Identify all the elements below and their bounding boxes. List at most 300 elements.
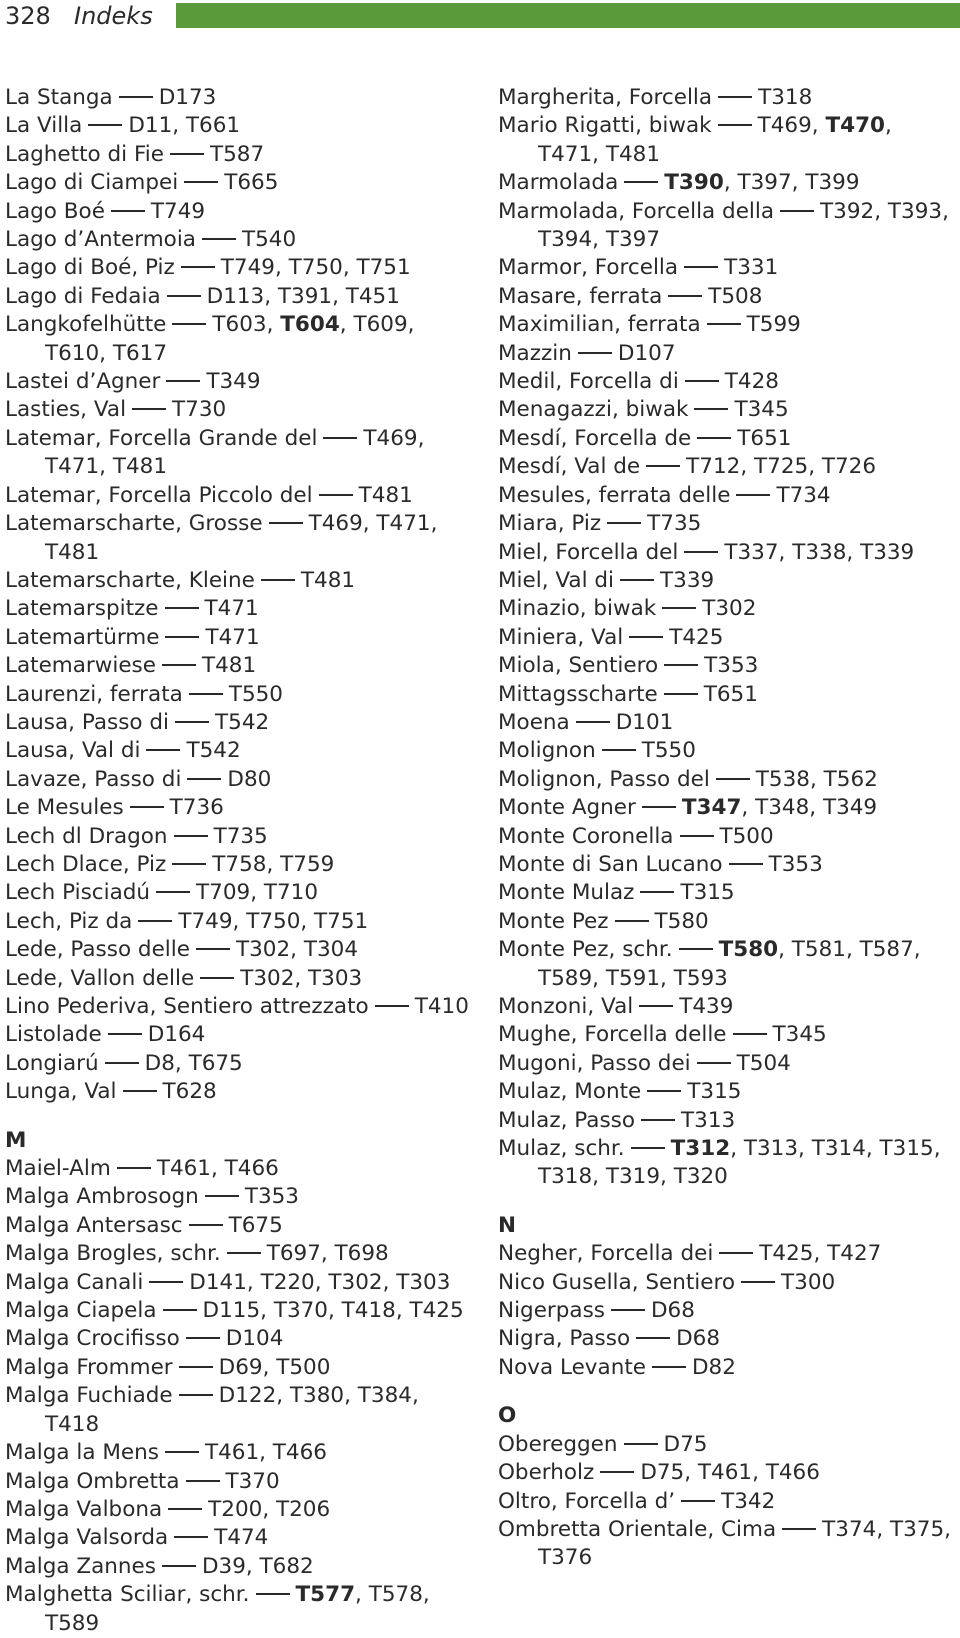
index-term: Lausa, Val di (5, 738, 141, 764)
page-reference[interactable]: T393 (887, 198, 943, 224)
page-reference[interactable]: T675 (188, 1050, 243, 1076)
page-reference[interactable]: T589 (45, 1610, 100, 1636)
page-reference[interactable]: T375 (890, 1516, 945, 1542)
page-reference[interactable]: T749 (150, 198, 206, 224)
page-reference[interactable]: T665 (224, 170, 279, 196)
dash-separator (697, 437, 731, 439)
page-reference[interactable]: T698 (334, 1241, 389, 1267)
page-reference[interactable]: T749 (220, 255, 275, 281)
page-reference[interactable]: T461 (697, 1460, 753, 1486)
page-reference[interactable]: T425 (669, 624, 724, 650)
page-reference[interactable]: T603 (212, 312, 267, 338)
page-reference[interactable]: T471 (204, 596, 259, 622)
page-reference[interactable]: T390 (664, 170, 724, 196)
index-entry: Malga Ciapela D115, T370, T418, T425 (5, 1298, 464, 1324)
index-term: Lavaze, Passo di (5, 766, 182, 792)
index-entry (498, 1297, 958, 1325)
index-entry: Lech, Piz da T749, T750, T751 (5, 908, 369, 934)
page-reference[interactable]: T736 (169, 795, 224, 821)
index-term: La Stanga (5, 85, 113, 110)
page-reference[interactable]: T320 (673, 1164, 728, 1190)
page-header (0, 0, 960, 32)
page-reference[interactable]: T394 (538, 227, 593, 253)
page-reference[interactable]: T318 (538, 1164, 593, 1190)
index-term: Listolade (5, 1022, 102, 1048)
index-entry (498, 1269, 958, 1297)
page-reference[interactable]: D75 (640, 1460, 685, 1486)
page-reference[interactable]: T759 (280, 851, 335, 877)
dash-separator (694, 408, 728, 410)
index-term: Mesdí, Val de (498, 454, 641, 480)
index-entry (5, 1021, 475, 1049)
page-reference[interactable]: T542 (215, 709, 270, 735)
dash-separator (684, 266, 718, 268)
index-term: Longiarú (5, 1050, 99, 1076)
index-entry (498, 396, 958, 424)
index-entry (5, 169, 475, 197)
page-reference[interactable]: T726 (821, 454, 877, 480)
index-entry: Maiel-Alm T461, T466 (5, 1156, 279, 1182)
page-reference[interactable]: T609 (353, 312, 408, 338)
index-entry (498, 709, 958, 737)
page-reference[interactable]: T427 (827, 1241, 882, 1267)
page-reference[interactable]: T466 (224, 1156, 279, 1182)
page-reference[interactable]: T391 (277, 283, 333, 309)
index-entry (498, 425, 958, 453)
index-entry (498, 1050, 958, 1078)
index-entry (498, 1488, 958, 1516)
page-reference[interactable]: T730 (172, 397, 227, 423)
index-entry: Miel, Forcella del T337, T338, T339 (498, 539, 915, 565)
dash-separator (269, 522, 303, 524)
page-reference[interactable]: D113 (206, 283, 265, 309)
page-reference[interactable]: T651 (703, 681, 758, 707)
page-reference[interactable]: T353 (768, 851, 823, 877)
index-term: Miel, Forcella del (498, 539, 679, 565)
dash-separator (685, 380, 719, 382)
page-reference[interactable]: T589 (538, 965, 593, 991)
index-term: Lago d’Antermoia (5, 227, 196, 253)
index-term: Mesdí, Forcella de (498, 425, 692, 451)
index-column-left (5, 84, 475, 1638)
page-reference[interactable]: D82 (691, 1354, 736, 1380)
page-reference[interactable]: T302 (702, 596, 757, 622)
index-entry (5, 482, 475, 510)
index-entry: Malga Brogles, schr. T697, T698 (5, 1241, 389, 1267)
page-reference[interactable]: T550 (641, 738, 696, 764)
page-reference[interactable]: T466 (765, 1460, 820, 1486)
page-reference[interactable]: T735 (213, 823, 268, 849)
dash-separator (165, 636, 199, 638)
index-term: Lech Pisciadú (5, 880, 151, 906)
page-reference[interactable]: D69 (218, 1354, 263, 1380)
index-term: Malga Frommer (5, 1354, 173, 1380)
dash-separator (261, 579, 295, 581)
page-reference[interactable]: T304 (303, 937, 359, 963)
page-reference[interactable]: T749 (178, 908, 233, 934)
page-reference[interactable]: T461 (156, 1156, 211, 1182)
page-reference[interactable]: T418 (45, 1411, 100, 1437)
page-reference[interactable]: D68 (676, 1326, 721, 1352)
index-entry (498, 1325, 958, 1353)
page-reference[interactable]: T374 (822, 1516, 877, 1542)
page-reference[interactable]: T338 (792, 539, 847, 565)
page-reference[interactable]: T206 (276, 1496, 331, 1522)
page-reference[interactable]: T439 (679, 994, 734, 1019)
dash-separator (166, 380, 200, 382)
page-reference[interactable]: T353 (704, 653, 759, 679)
index-term: Lasties, Val (5, 397, 127, 423)
page-reference[interactable]: D75 (663, 1431, 708, 1457)
index-entry: Malga Frommer D69, T500 (5, 1354, 331, 1380)
page-reference[interactable]: T617 (112, 340, 168, 366)
index-term: Lech Dlace, Piz (5, 851, 167, 877)
page-reference[interactable]: T710 (263, 880, 319, 906)
index-entry (5, 368, 475, 396)
index-term: Oltro, Forcella d’ (498, 1488, 676, 1514)
page-reference[interactable]: T347 (681, 795, 742, 821)
index-entry: Lech Pisciadú T709, T710 (5, 880, 319, 906)
index-term: Mughe, Forcella delle (498, 1022, 727, 1048)
page-reference[interactable]: T591 (605, 965, 661, 991)
dash-separator (780, 210, 814, 212)
index-entry: Mario Rigatti, biwak T469, T470, T471, T481 (498, 113, 892, 167)
page-reference[interactable]: D115 (202, 1298, 261, 1324)
index-entry (5, 652, 475, 680)
page-reference[interactable]: D122 (218, 1383, 277, 1409)
page-reference[interactable]: T675 (228, 1212, 283, 1238)
index-term: Lago Boé (5, 198, 105, 224)
dash-separator (697, 1062, 731, 1064)
index-entry: Latemar, Forcella Grande del T469, T471, T481 (5, 425, 425, 480)
page-reference[interactable]: T370 (273, 1298, 328, 1324)
dash-separator (607, 522, 641, 524)
page-reference[interactable]: T500 (276, 1354, 331, 1380)
index-entry: Negher, Forcella dei T425, T427 (498, 1241, 882, 1267)
section-letter: O (498, 1403, 517, 1429)
page-reference[interactable]: T471 (205, 624, 260, 650)
index-term: Lago di Fedaia (5, 283, 161, 309)
page-reference[interactable]: T220 (260, 1269, 315, 1295)
index-term: Lunga, Val (5, 1079, 117, 1105)
page-reference[interactable]: T315 (879, 1136, 934, 1162)
index-entry (5, 567, 475, 595)
page-reference[interactable]: T587 (859, 937, 914, 963)
index-entry (5, 396, 475, 424)
page-reference[interactable]: T471 (45, 454, 100, 480)
page-reference[interactable]: T392 (820, 198, 875, 224)
page-reference[interactable]: T418 (341, 1298, 396, 1324)
page-reference[interactable]: T312 (670, 1136, 731, 1162)
page-reference[interactable]: T577 (295, 1582, 356, 1608)
index-entry (5, 1183, 475, 1211)
page-reference[interactable]: T481 (300, 567, 356, 593)
page-reference[interactable]: T709 (196, 880, 251, 906)
page-reference[interactable]: D164 (147, 1022, 206, 1048)
page-reference[interactable]: T469 (308, 511, 363, 537)
page-reference[interactable]: T318 (758, 85, 813, 110)
index-entry (5, 1325, 475, 1353)
page-reference[interactable]: T397 (605, 227, 661, 253)
page-reference[interactable]: T682 (259, 1553, 314, 1579)
dash-separator (736, 494, 770, 496)
page-reference[interactable]: T734 (776, 482, 831, 508)
index-term: Minazio, biwak (498, 596, 657, 622)
index-term: Latemartürme (5, 624, 160, 650)
page-reference[interactable]: T471 (538, 141, 593, 167)
page-reference[interactable]: T474 (214, 1525, 269, 1551)
page-reference[interactable]: T470 (825, 113, 885, 139)
page-reference[interactable]: T349 (206, 369, 261, 395)
page-reference[interactable]: T337 (724, 539, 779, 565)
page-reference[interactable]: D104 (225, 1326, 284, 1352)
page-reference[interactable]: T542 (186, 738, 241, 764)
index-entry (5, 141, 475, 169)
page-reference[interactable]: T410 (414, 994, 469, 1019)
index-term: Margherita, Forcella (498, 85, 713, 110)
index-term: Monte Pez (498, 908, 609, 934)
dash-separator (319, 494, 353, 496)
index-entry (5, 1524, 475, 1552)
page-reference[interactable]: T339 (660, 567, 715, 593)
index-term: Monte di San Lucano (498, 851, 723, 877)
index-term: Nico Gusella, Sentiero (498, 1269, 736, 1295)
page-reference[interactable]: D101 (615, 709, 674, 735)
page-reference[interactable]: T451 (345, 283, 400, 309)
dash-separator (684, 551, 718, 553)
page-reference[interactable]: T376 (538, 1545, 593, 1571)
index-term: Latemarscharte, Kleine (5, 567, 255, 593)
page-reference[interactable]: T302 (236, 937, 291, 963)
page-reference[interactable]: T661 (185, 113, 241, 139)
page-reference[interactable]: D107 (617, 340, 676, 366)
page-reference[interactable]: T697 (266, 1241, 321, 1267)
index-entry (498, 993, 958, 1021)
page-reference[interactable]: T562 (823, 766, 878, 792)
dash-separator (646, 465, 680, 467)
dash-separator (707, 323, 741, 325)
dash-separator (576, 721, 610, 723)
dash-separator (200, 977, 234, 979)
page-reference[interactable]: T339 (860, 539, 915, 565)
dash-separator (636, 1337, 670, 1339)
page-reference[interactable]: T370 (225, 1468, 280, 1494)
page-reference[interactable]: T345 (772, 1022, 827, 1048)
page-reference[interactable]: T466 (272, 1440, 327, 1466)
page-reference[interactable]: T348 (755, 795, 810, 821)
dash-separator (108, 1033, 142, 1035)
page-reference[interactable]: T599 (746, 312, 801, 338)
index-term: Lede, Vallon delle (5, 965, 195, 991)
index-entry: Malga Valbona T200, T206 (5, 1496, 331, 1522)
page-reference[interactable]: T481 (358, 482, 413, 508)
index-term: La Villa (5, 113, 83, 139)
page-reference[interactable]: T353 (244, 1184, 299, 1210)
page-reference[interactable]: T751 (314, 908, 369, 934)
index-entry (5, 993, 475, 1021)
index-entry: Malga Zannes D39, T682 (5, 1553, 314, 1579)
dash-separator (165, 1451, 199, 1453)
page-reference[interactable]: T313 (743, 1136, 799, 1162)
index-term: Miel, Val di (498, 567, 615, 593)
page-reference[interactable]: T469 (757, 113, 812, 139)
index-term: Lech, Piz da (5, 908, 133, 934)
dash-separator (602, 749, 636, 751)
index-term: Lago di Boé, Piz (5, 255, 175, 281)
index-term: Maximilian, ferrata (498, 312, 701, 338)
page-reference[interactable]: T315 (687, 1079, 742, 1105)
page-reference[interactable]: T578 (368, 1582, 423, 1608)
page-reference[interactable]: T481 (112, 454, 168, 480)
page-reference[interactable]: T587 (209, 141, 265, 167)
index-entry (498, 823, 958, 851)
index-term: Malga Valsorda (5, 1525, 169, 1551)
index-term: Masare, ferrata (498, 283, 663, 309)
page-reference[interactable]: T349 (822, 795, 878, 821)
index-term: Maiel-Alm (5, 1156, 111, 1182)
page-reference[interactable]: D80 (227, 766, 272, 792)
page-reference[interactable]: T425 (409, 1298, 464, 1324)
index-entry (498, 482, 958, 510)
dash-separator (172, 863, 206, 865)
dash-separator (117, 1167, 151, 1169)
index-entry (498, 908, 958, 936)
index-term: Molignon (498, 738, 596, 764)
index-entry (498, 1107, 958, 1135)
index-entry (498, 1021, 958, 1049)
page-reference[interactable]: T610 (45, 340, 100, 366)
index-term: Lago di Ciampei (5, 170, 179, 196)
page-reference[interactable]: T461 (204, 1440, 260, 1466)
dash-separator (680, 835, 714, 837)
page-reference[interactable]: T397 (737, 170, 792, 196)
index-term: Nova Levante (498, 1354, 646, 1380)
page-reference[interactable]: T425 (759, 1241, 814, 1267)
page-reference[interactable]: T751 (356, 255, 411, 281)
page-reference[interactable]: T540 (241, 227, 297, 253)
page-reference[interactable]: T471 (376, 511, 431, 537)
index-entry (498, 368, 958, 396)
page-reference[interactable]: D68 (651, 1298, 695, 1324)
index-entry: Lago di Boé, Piz T749, T750, T751 (5, 255, 411, 281)
page-reference[interactable]: T331 (724, 255, 779, 281)
section-letter: N (498, 1212, 516, 1238)
page-reference[interactable]: T758 (212, 851, 267, 877)
index-entry (498, 1354, 958, 1382)
page-reference[interactable]: T604 (280, 312, 340, 338)
index-entry: Malga Canali D141, T220, T302, T303 (5, 1269, 451, 1295)
index-entry (498, 879, 958, 907)
page-reference[interactable]: T481 (45, 539, 100, 565)
index-term: Mugoni, Passo dei (498, 1050, 691, 1076)
page-reference[interactable]: T750 (246, 908, 301, 934)
page-reference[interactable]: T399 (805, 170, 860, 196)
dash-separator (624, 181, 658, 183)
dash-separator (132, 408, 166, 410)
page-reference[interactable]: T200 (208, 1496, 263, 1522)
dash-separator (119, 96, 153, 98)
page-reference[interactable]: D173 (158, 85, 217, 110)
dash-separator (640, 891, 674, 893)
page-reference[interactable]: T500 (719, 823, 774, 849)
index-term: Menagazzi, biwak (498, 397, 689, 423)
index-term: Mario Rigatti, biwak (498, 113, 712, 139)
page-reference[interactable]: T481 (201, 653, 257, 679)
page-reference[interactable]: T342 (721, 1488, 776, 1514)
dash-separator (662, 607, 696, 609)
page-reference[interactable]: T302 (240, 965, 295, 991)
index-term: Miara, Piz (498, 511, 602, 537)
page-reference[interactable]: D11 (128, 113, 173, 139)
index-entry (498, 84, 958, 112)
page-reference[interactable]: D141 (189, 1269, 247, 1295)
dash-separator (186, 1480, 220, 1482)
page-reference[interactable]: T580 (718, 937, 779, 963)
dash-separator (578, 352, 612, 354)
page-reference[interactable]: T750 (288, 255, 343, 281)
page-reference[interactable]: T580 (654, 908, 709, 934)
page-reference[interactable]: T314 (811, 1136, 866, 1162)
index-entry (5, 198, 475, 226)
dash-separator (181, 266, 215, 268)
index-term: Monte Pez, schr. (498, 937, 673, 963)
page-title: Indeks (74, 2, 153, 30)
dash-separator (716, 778, 750, 780)
index-entry: Lede, Passo delle T302, T304 (5, 937, 359, 963)
index-term: Lausa, Passo di (5, 709, 170, 735)
page-reference[interactable]: T300 (781, 1269, 836, 1295)
index-entry (498, 254, 958, 282)
page-reference[interactable]: T550 (228, 681, 283, 707)
page-reference[interactable]: T345 (734, 397, 789, 423)
page-reference[interactable]: T725 (754, 454, 809, 480)
dash-separator (641, 1119, 675, 1121)
dash-separator (163, 1309, 197, 1311)
dash-separator (165, 607, 199, 609)
page-reference[interactable]: T315 (680, 880, 735, 906)
page-reference[interactable]: T538 (755, 766, 810, 792)
index-term: Nigerpass (498, 1298, 605, 1324)
page-reference[interactable]: T313 (681, 1107, 736, 1133)
page-reference[interactable]: T428 (724, 369, 779, 395)
page-reference[interactable]: T651 (737, 425, 792, 451)
page-reference[interactable]: T508 (708, 283, 763, 309)
index-term: Marmolada, Forcella della (498, 198, 775, 224)
page-reference[interactable]: T735 (647, 511, 702, 537)
index-term: Marmolada (498, 170, 619, 196)
page-reference[interactable]: T469 (363, 425, 418, 451)
page-reference[interactable]: T319 (605, 1164, 661, 1190)
page-reference[interactable]: T384 (357, 1383, 412, 1409)
dash-separator (156, 891, 190, 893)
page-reference[interactable]: T380 (289, 1383, 345, 1409)
page-reference[interactable]: T481 (605, 141, 661, 167)
page-reference[interactable]: T504 (736, 1050, 791, 1076)
page-reference[interactable]: T302 (328, 1269, 383, 1295)
page-reference[interactable]: D39 (201, 1553, 246, 1579)
page-reference[interactable]: T712 (686, 454, 741, 480)
index-entry (498, 340, 958, 368)
page-reference[interactable]: T628 (162, 1079, 217, 1105)
dash-separator (170, 153, 204, 155)
dash-separator (729, 863, 763, 865)
page-reference[interactable]: T303 (396, 1269, 451, 1295)
page-reference[interactable]: D8 (144, 1050, 175, 1076)
page-reference[interactable]: T593 (673, 965, 728, 991)
index-term: Monzoni, Val (498, 994, 634, 1019)
page-reference[interactable]: T581 (791, 937, 846, 963)
page-reference[interactable]: T303 (308, 965, 363, 991)
